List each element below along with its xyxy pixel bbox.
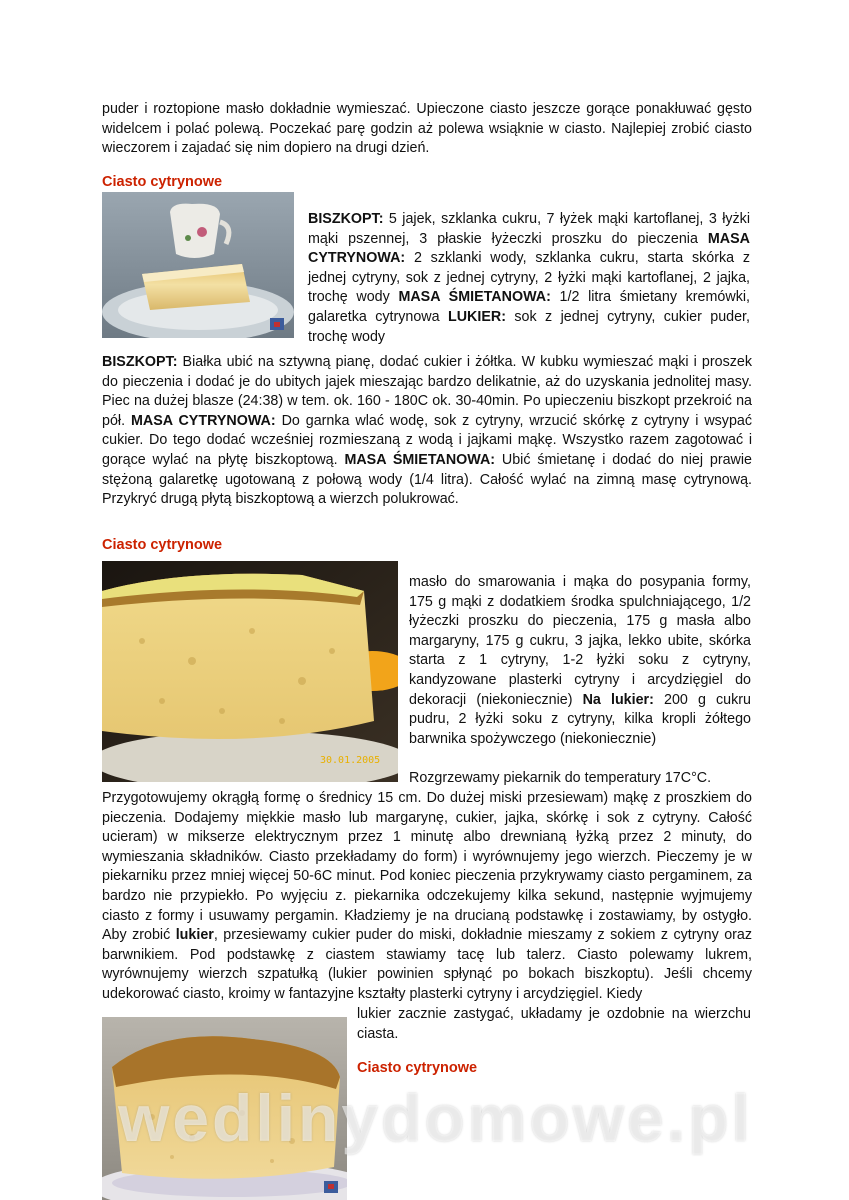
masa-cytrynowa-ingredients: 2 szklanki wody, szklanka cukru, starta skórka z jednej cytryny, sok z jednej cytryny, 2 łyżki mąki kartoflanej, 2 jajka, trochę wody xyxy=(308,250,750,306)
recipe1-method xyxy=(102,353,752,510)
lukier-ingredients: sok z jednej cytryny, cukier puder, trochę wody xyxy=(308,308,750,345)
recipe3-title: Ciasto cytrynowe xyxy=(357,1060,478,1076)
masa-smietanowa-method-text: Ubić śmietanę i dodać do niej prawie stężoną galaretkę ugotowaną z połową wody (1/4 litra). Całość wylać na zimną masę cytrynową. Przykryć drugą płytą biszkoptową a wierzch polukrować. xyxy=(102,451,752,508)
recipe1-photo xyxy=(102,192,294,338)
masa-smietanowa-method-label: MASA ŚMIETANOWA: xyxy=(344,451,496,468)
biszkopt-method-text: Białka ubić na sztywną pianę, dodać cukier i żółtka. W kubku wymieszać mąki i proszek do pieczenia i dodać je do ubitych jajek mieszając bardzo delikatnie, aż do uzyskania jednolitej masy. Piec na dużej blasze (24:38) w tem. ok. 160 - 180C ok. 30-40min. Po upieczeniu biszkopt przekroić na pół. xyxy=(102,354,752,429)
recipe1-title: Ciasto cytrynowe xyxy=(102,174,223,190)
recipe2-photo xyxy=(102,561,398,782)
lukier-label: LUKIER: xyxy=(447,308,506,325)
recipe1-ingredients xyxy=(308,210,750,347)
masa-cytrynowa-method-label: MASA CYTRYNOWA: xyxy=(130,412,276,429)
na-lukier-text: 200 g cukru pudru, 2 łyżki soku z cytryny, kilka kropli żółtego barwnika spożywczego (niekoniecznie) xyxy=(409,691,751,747)
biszkopt-method-label: BISZKOPT: xyxy=(102,354,178,370)
na-lukier-label: Na lukier: xyxy=(582,691,654,708)
recipe2-title: Ciasto cytrynowe xyxy=(102,537,223,553)
recipe2-method-text: Przygotowujemy okrągłą formę o średnicy 15 cm. Do dużej miski przesiewam) mąkę z proszkiem do pieczenia. Dodajemy miękkie masło lub margarynę, cukier, jajka, skórkę i sok z cytryny. Całość ucieram) w mikserze elektrycznym przez 1 minutę albo drewnianą łyżką przez 2 minuty, do wymieszania składników. Ciasto przekładamy do form) i wyrównujemy jego wierzch. Pieczemy je w piekarniku przez mniej więcej 50-6C minut. Pod koniec pieczenia przykrywamy ciasto pergaminem, za bardzo nie przypiekło. Po wyjęciu z. piekarnika odczekujemy kilka sekund, następnie wyjmujemy ciasto z formy i usuwamy pergamin. Kładziemy je na drucianą podstawkę i zostawiamy, by ostygło. Aby zrobić xyxy=(102,790,752,944)
recipe2-ingredients-text: masło do smarowania i mąka do posypania formy, 175 g mąki z dodatkiem środka spulchniającego, 1/2 łyżeczki proszku do pieczenia, 175 g masła albo margaryny, 175 g cukru, 3 jajka, lekko ubite, skórka starta z 1 cytryny, 1-2 łyżki soku z cytryny, kandyzowane plasterki cytryny i arcydzięgiel do dekoracji (niekoniecznie) xyxy=(409,574,751,708)
photo-datestamp: 30.01.2005 xyxy=(320,755,381,766)
recipe2-method xyxy=(102,789,752,1005)
masa-cytrynowa-method-text: Do garnka wlać wodę, sok z cytryny, wrzucić skórkę z cytryny i wsypać cukier. Do tego dodać wcześniej rozmieszaną z wodą i jajkami mąkę. Wszystko razem zagotować i gorące wylać na płytę biszkoptową. xyxy=(102,412,752,468)
watermark: wedlinydomowe.pl xyxy=(118,1081,753,1155)
intro-paragraph: puder i roztopione masło dokładnie wymieszać. Upieczone ciasto jeszcze gorące ponakłuwać gęsto widelcem i polać polewą. Poczekać parę godzin aż polewa wsiąknie w ciasto. Najlepiej zrobić ciasto wieczorem i zajadać się nim dopiero na drugi dzień. xyxy=(102,101,752,157)
masa-cytrynowa-label: MASA CYTRYNOWA: xyxy=(308,230,750,267)
lukier-keyword: lukier xyxy=(175,927,214,944)
masa-smietanowa-label: MASA ŚMIETANOWA: xyxy=(398,289,551,306)
recipe2-method-text-cont: , przesiewamy cukier puder do miski, dokładnie mieszamy z sokiem z cytryny oraz barwnikiem. Pod podstawkę z ciastem stawiamy tacę lub talerz. Ciasto polewamy lukrem, wyrównujemy wierzch szpatułką (lukier powinien spłynąć po bokach biszkoptu). Jeśli chcemy udekorować ciasto, kroimy w fantazyjne kształty plasterki cytryny i arcydzięgiel. Kiedy xyxy=(102,927,753,1002)
recipe2-method-tail: lukier zacznie zastygać, układamy je ozdobnie na wierzchu ciasta. xyxy=(357,1006,751,1042)
biszkopt-ingredients: 5 jajek, szklanka cukru, 7 łyżek mąki kartoflanej, 3 łyżki mąki pszennej, 3 płaskie łyżeczki proszku do pieczenia xyxy=(308,211,750,247)
recipe2-method-first-line: Rozgrzewamy piekarnik do temperatury 17C°C. xyxy=(409,770,712,786)
recipe2-ingredients xyxy=(409,573,751,749)
masa-smietanowa-ingredients: 1/2 litra śmietany kremówki, galaretka cytrynowa xyxy=(308,289,750,325)
biszkopt-label: BISZKOPT: xyxy=(308,211,384,227)
